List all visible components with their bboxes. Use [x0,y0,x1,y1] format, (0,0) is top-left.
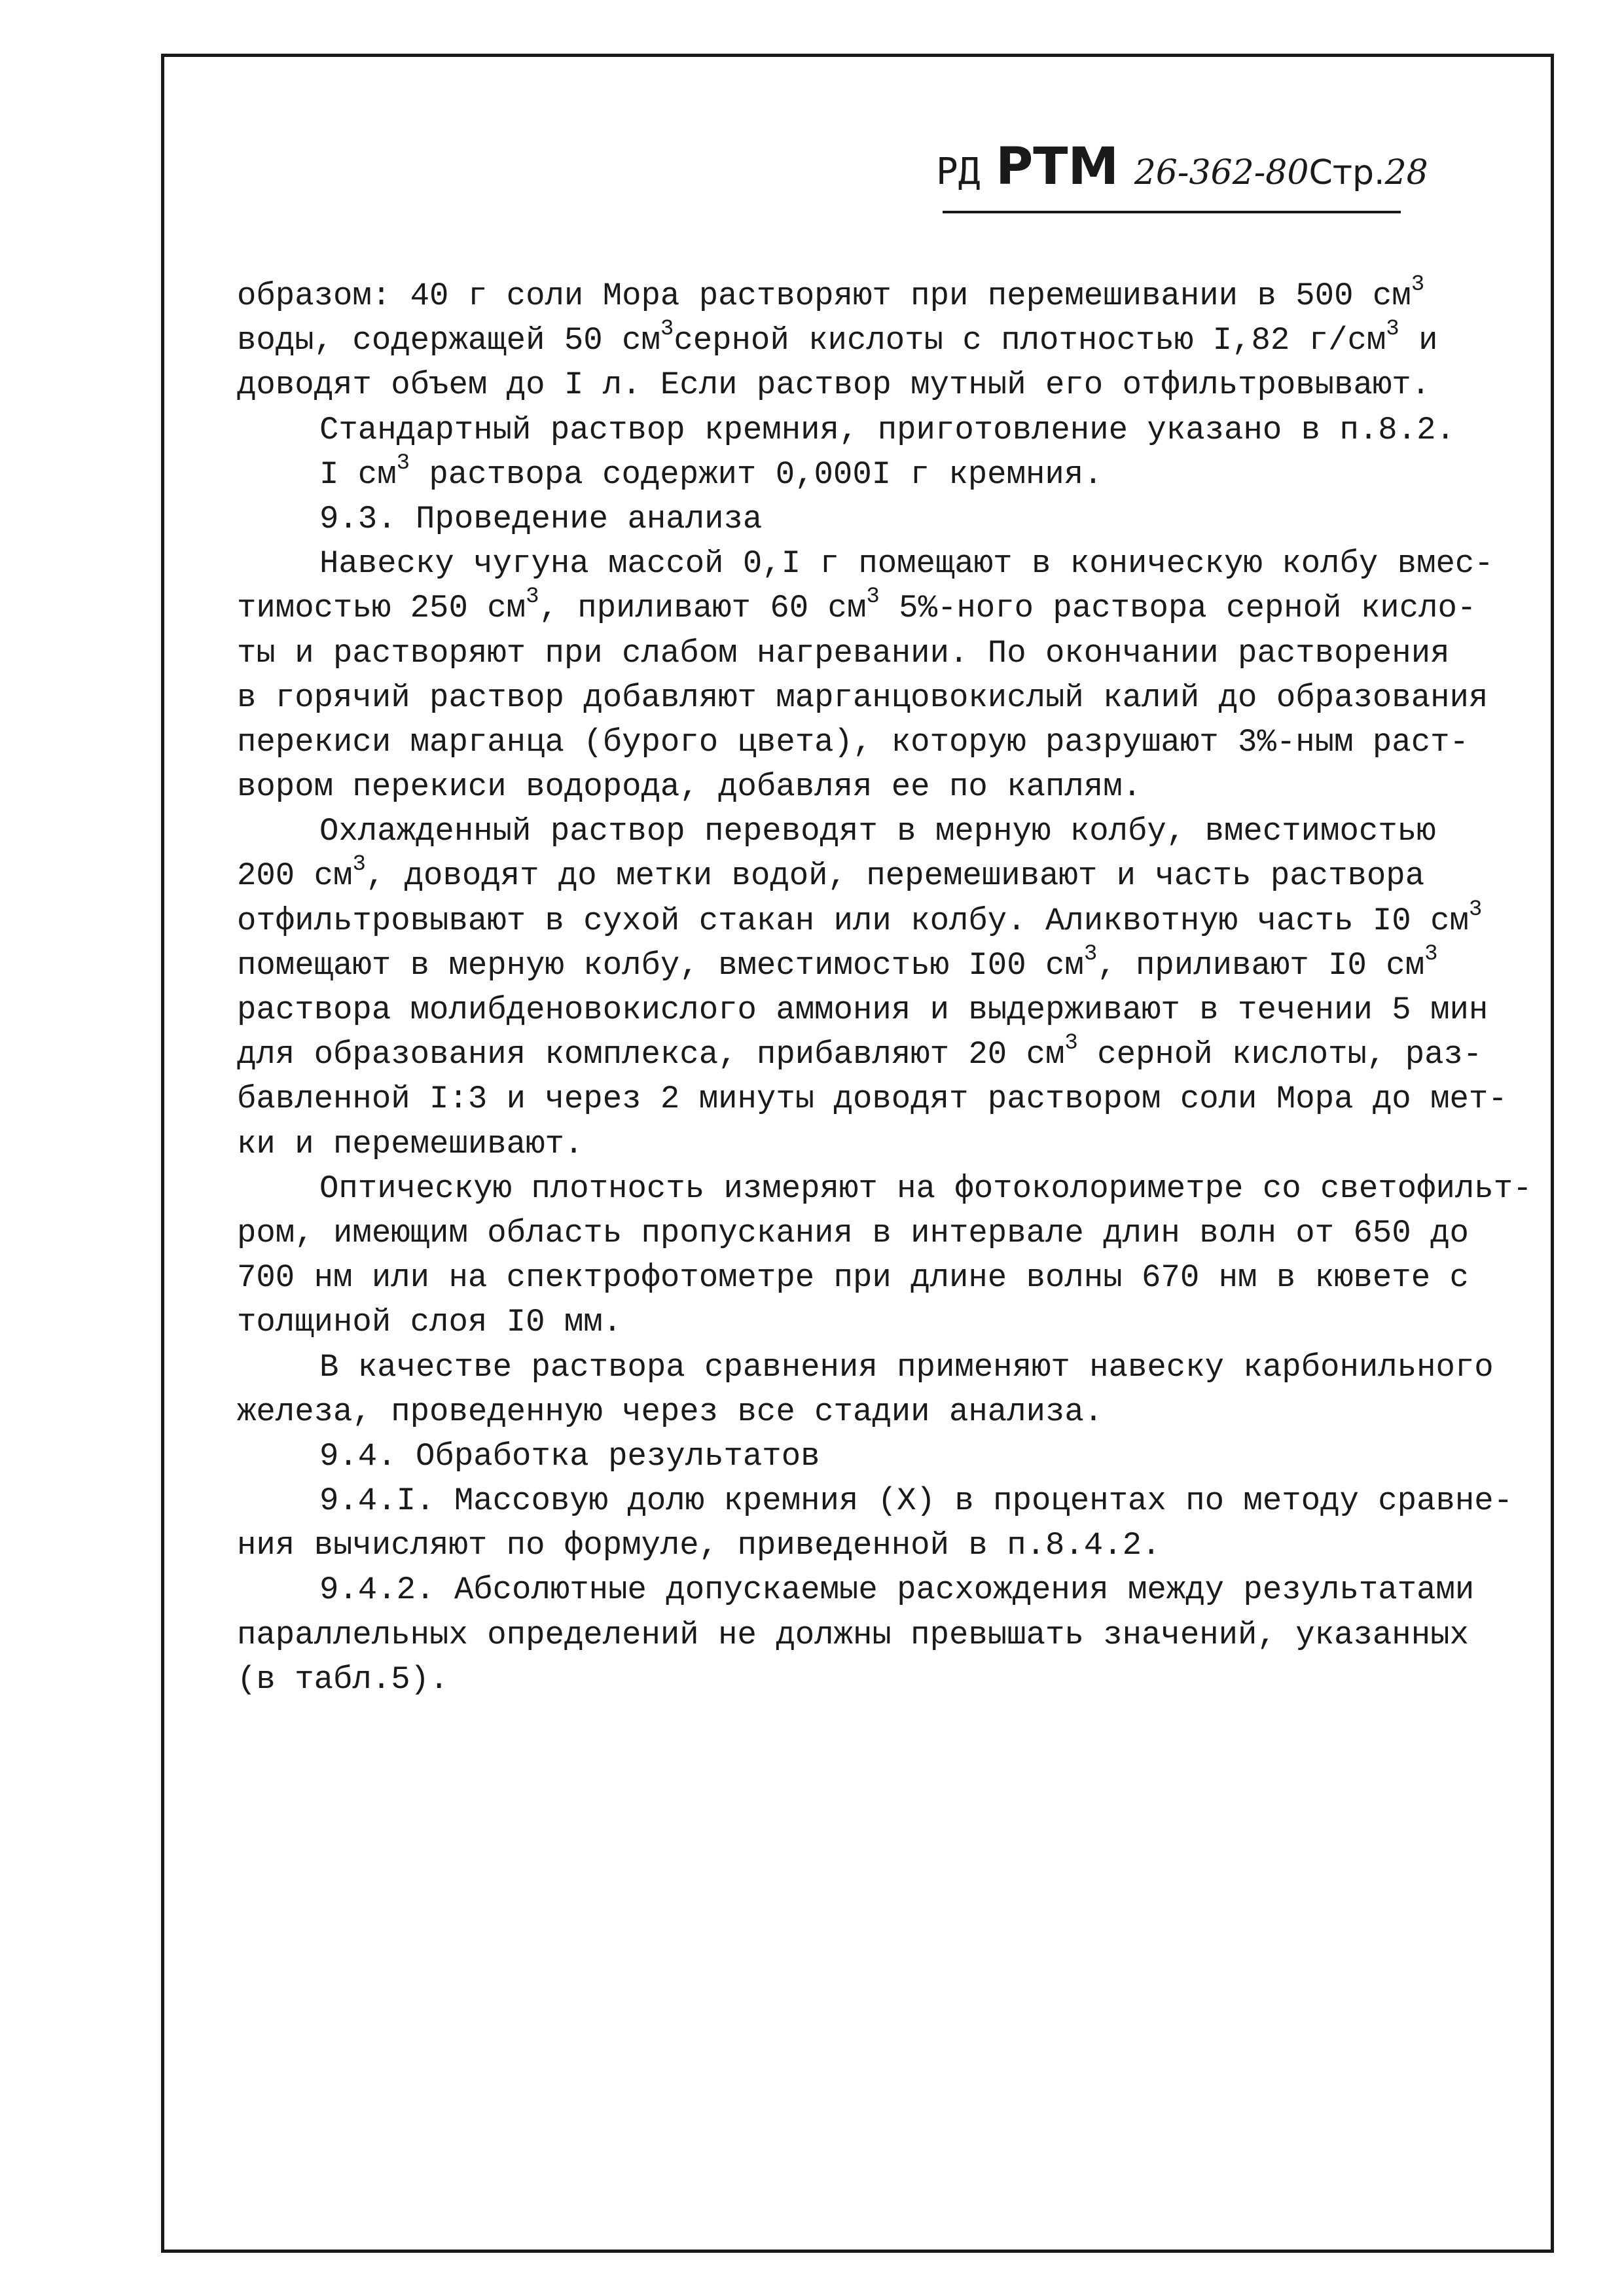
superscript: 3 [866,584,880,610]
text-segment: перекиси марганца (бурого цвета), которую разрушают 3%-ным раст- [237,723,1469,761]
document-body [237,274,1543,1702]
text-segment: бавленной I:3 и через 2 минуты доводят раствором соли Мора до мет- [237,1081,1507,1118]
text-segment: (в табл.5). [237,1660,449,1698]
text-segment: , приливают 60 см [539,590,867,627]
superscript: 3 [1386,317,1399,342]
text-segment: и [1399,322,1438,359]
text-segment: 5%-ного раствора серной кисло- [879,590,1477,627]
text-segment: Навеску чугуна массой 0,I г помещают в коническую колбу вмес- [319,545,1494,583]
text-segment: в горячий раствор добавляют марганцовокислый калий до образования [237,679,1489,716]
text-line [237,1077,1543,1121]
text-segment: ния вычисляют по формуле, приведенной в п.8.4.2. [237,1527,1161,1564]
header-prefix: РД [936,151,981,193]
superscript: 3 [352,852,366,878]
superscript: 3 [1468,897,1483,922]
header-page-label: Стр. [1308,153,1385,192]
text-line [237,408,1543,452]
text-line [237,1613,1543,1657]
text-line [237,1300,1543,1344]
text-segment: помещают в мерную колбу, вместимостью I00 см [237,946,1084,984]
text-line [237,1390,1543,1434]
text-segment: вором перекиси водорода, добавляя ее по каплям. [237,768,1142,806]
text-segment: толщиной слоя I0 мм. [237,1304,623,1341]
text-segment: отфильтровывают в сухой стакан или колбу. Аликвотную часть I0 см [237,902,1469,939]
text-segment: тимостью 250 см [237,590,526,627]
text-line [237,1479,1543,1523]
page-header [936,137,1428,196]
text-segment: 9.4. Обработка результатов [319,1437,820,1475]
text-line [237,274,1543,318]
text-line [237,1166,1543,1211]
superscript: 3 [1411,272,1425,297]
superscript: 3 [660,317,674,342]
text-segment: ром, имеющим область пропускания в интервале длин волн от 650 до [237,1214,1469,1251]
header-document-number: 26-362-80 [1134,153,1309,192]
text-line [237,497,1543,541]
superscript: 3 [526,584,539,610]
text-line [237,541,1543,586]
text-line [237,899,1543,943]
text-segment: железа, проведенную через все стадии анализа. [237,1393,1104,1430]
superscript: 3 [396,450,410,476]
text-segment: Стандартный раствор кремния, приготовление указано в п.8.2. [319,411,1455,448]
text-line [237,1122,1543,1166]
text-line [237,1032,1543,1077]
text-segment: Охлажденный раствор переводят в мерную колбу, вместимостью [319,813,1436,850]
text-segment: 9.4.2. Абсолютные допускаемые расхождения между результатами [319,1571,1475,1609]
text-line [237,1345,1543,1390]
header-page-number: 28 [1384,153,1428,192]
text-line [237,631,1543,675]
text-segment: параллельных определений не должны превышать значений, указанных [237,1616,1469,1653]
text-line [237,809,1543,853]
text-line [237,452,1543,497]
text-segment: серной кислоты с плотностью I,82 г/см [674,322,1386,359]
text-segment: ты и растворяют при слабом нагревании. По окончании растворения [237,634,1450,672]
superscript: 3 [1424,941,1438,967]
header-code: РТМ [996,137,1119,196]
superscript: 3 [1083,941,1098,967]
text-segment: В качестве раствора сравнения применяют навеску карбонильного [319,1348,1494,1386]
header-underline [943,211,1401,213]
text-line [237,1434,1543,1479]
text-segment: образом: 40 г соли Мора растворяют при перемешивании в 500 см [237,278,1411,314]
text-line [237,1211,1543,1255]
text-line [237,943,1543,988]
text-segment: для образования комплекса, прибавляют 20 см [237,1036,1065,1073]
text-line [237,720,1543,764]
text-segment: раствора содержит 0,000I г кремния. [410,456,1103,493]
text-line [237,675,1543,720]
text-segment: 9.3. Проведение анализа [319,500,763,537]
text-line [237,988,1543,1032]
superscript: 3 [1064,1031,1078,1056]
text-line [237,586,1543,630]
text-line [237,363,1543,407]
text-segment: , приливают I0 см [1097,946,1425,984]
text-segment: воды, содержащей 50 см [237,322,660,359]
text-segment: ки и перемешивают. [237,1125,584,1162]
text-line [237,764,1543,809]
text-segment: I см [319,456,397,493]
text-line [237,1523,1543,1568]
text-segment: Оптическую плотность измеряют на фотоколориметре со светофильт- [319,1170,1532,1207]
text-line [237,1255,1543,1300]
text-segment: серной кислоты, раз- [1077,1036,1483,1073]
text-line [237,318,1543,363]
text-segment: раствора молибденовокислого аммония и выдерживают в течении 5 мин [237,992,1489,1028]
text-segment: доводят объем до I л. Если раствор мутный его отфильтровывают. [237,367,1431,404]
text-segment: 9.4.I. Массовую долю кремния (X) в процентах по методу сравне- [319,1482,1513,1520]
text-segment: 700 нм или на спектрофотометре при длине волны 670 нм в кювете с [237,1259,1469,1297]
text-line [237,1657,1543,1702]
text-segment: 200 см [237,857,353,895]
text-line [237,1568,1543,1612]
text-segment: , доводят до метки водой, перемешивают и часть раствора [365,857,1425,895]
text-line [237,853,1543,898]
